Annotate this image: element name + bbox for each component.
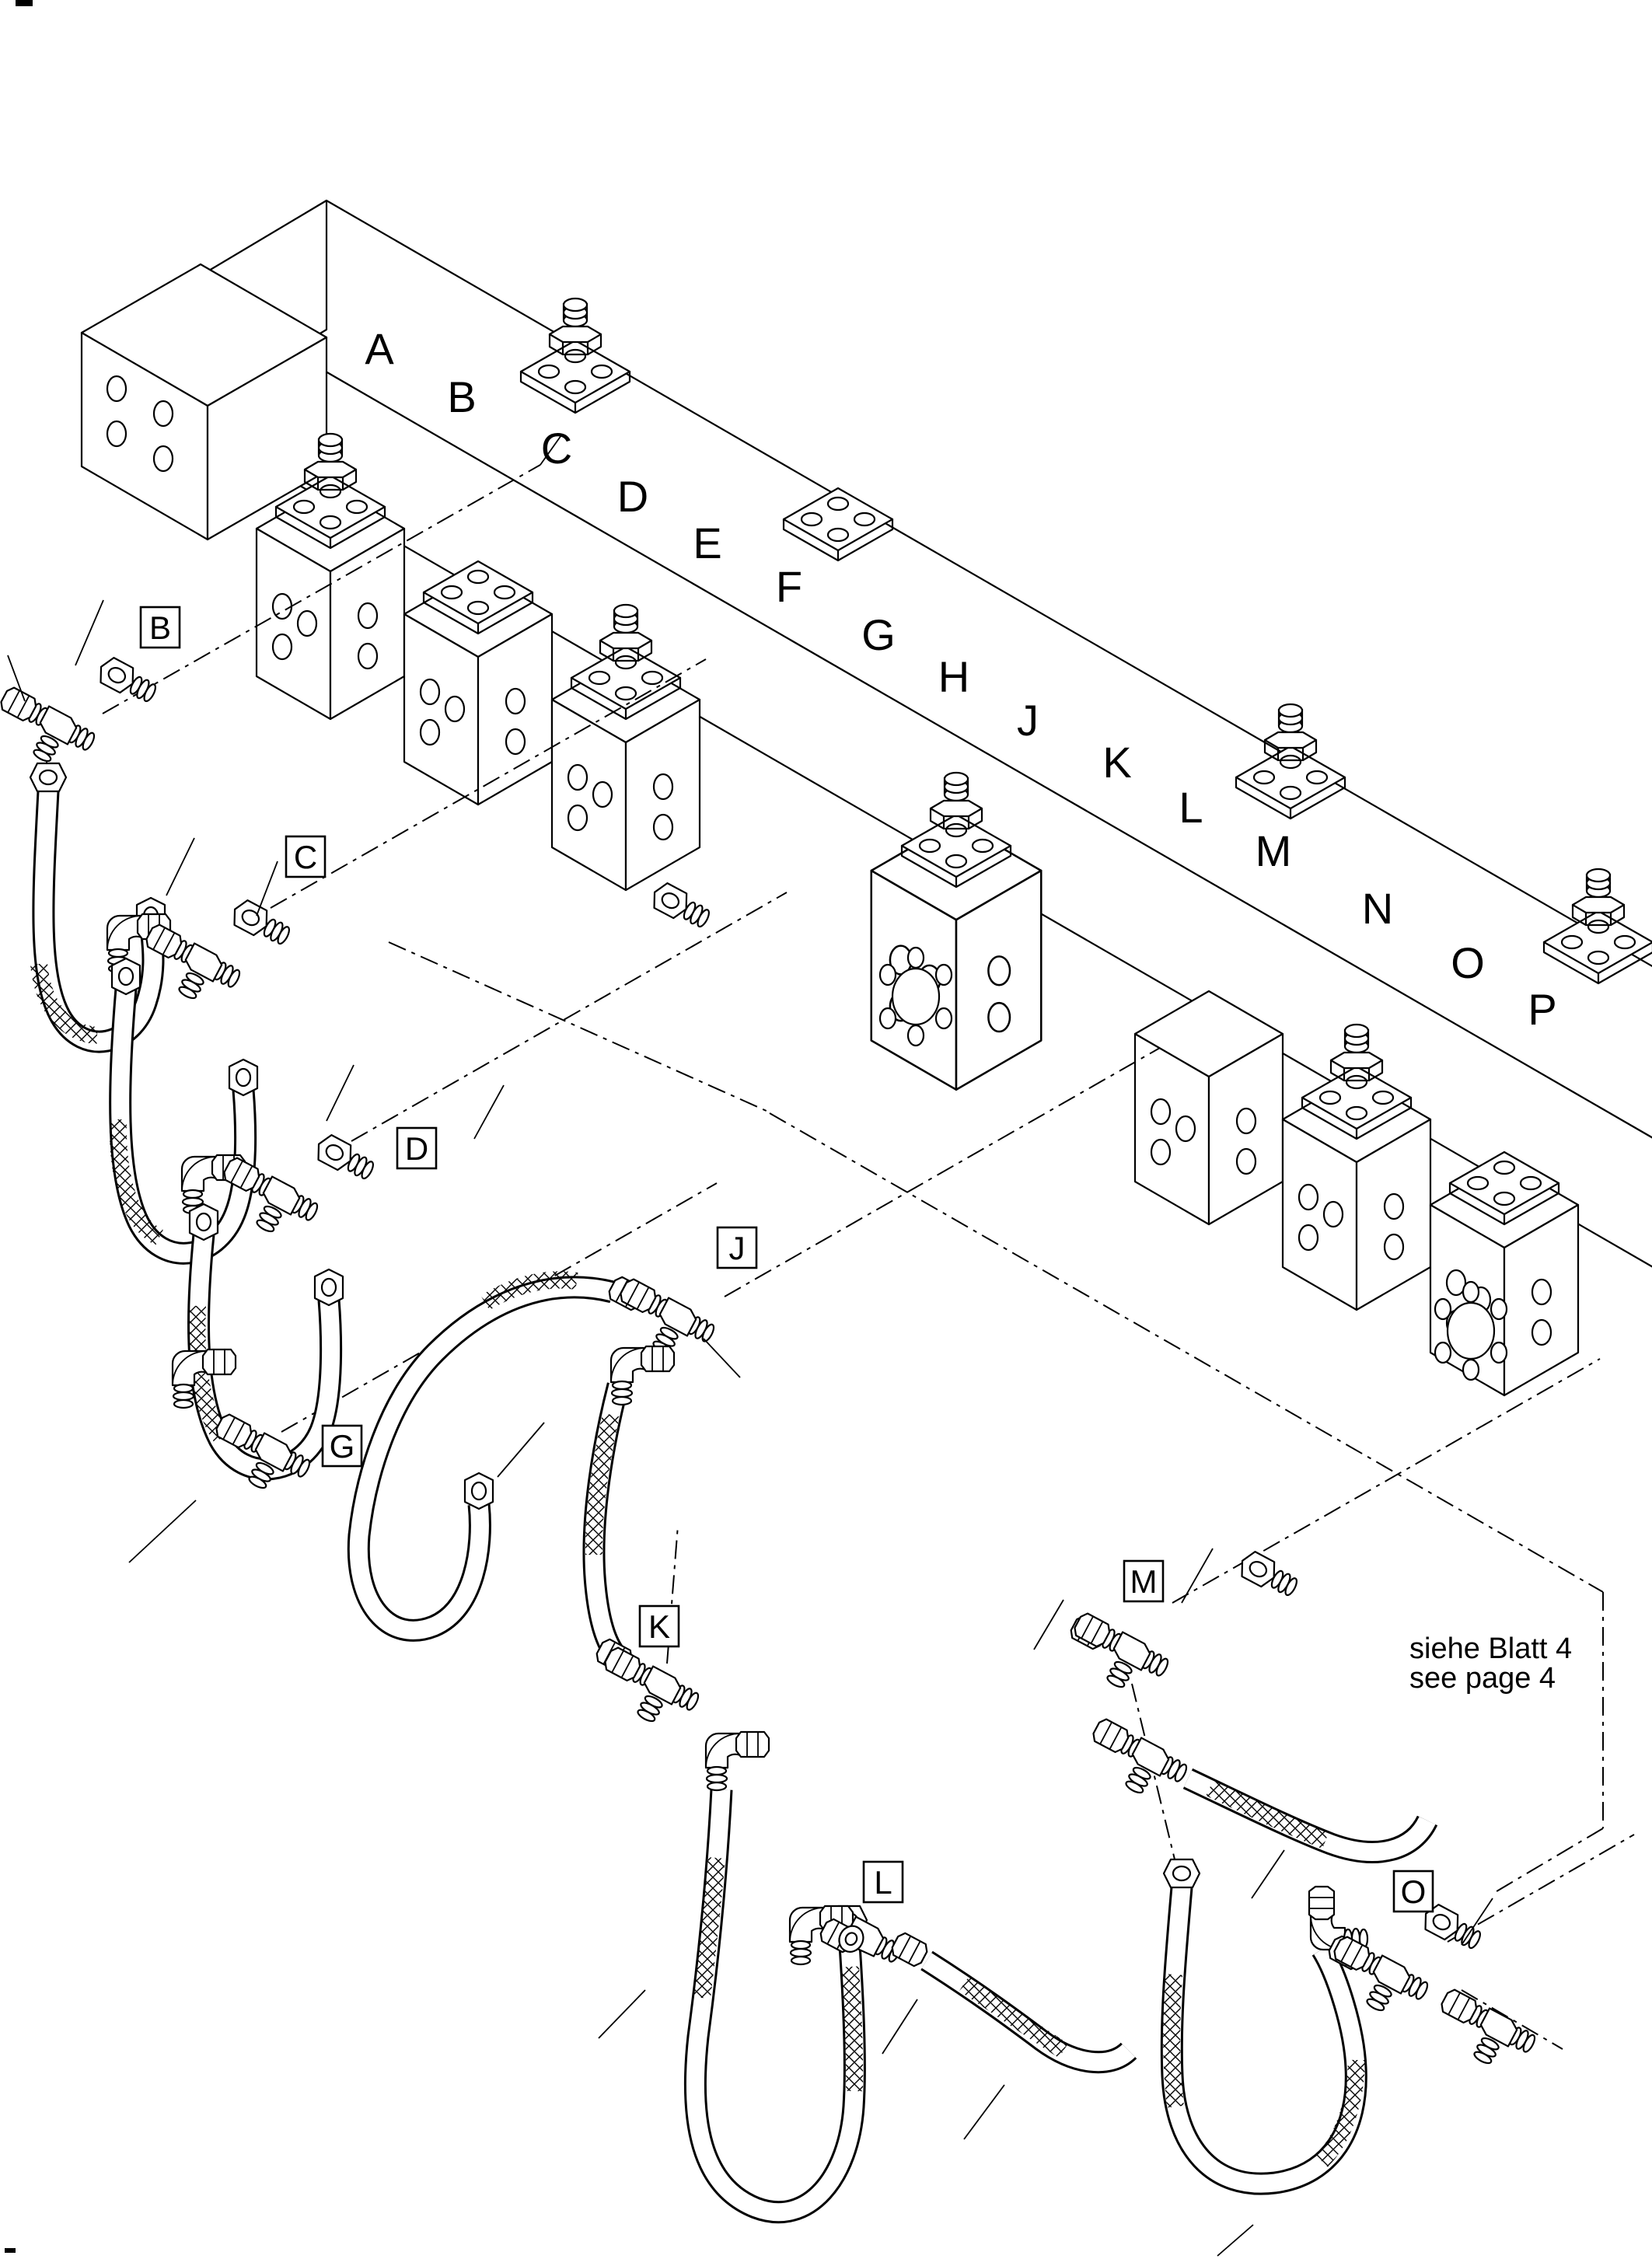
hex-nut	[30, 763, 66, 791]
valve-block	[1135, 991, 1283, 1224]
page-reference-note	[1409, 1632, 1572, 1695]
elbow-fitting	[611, 1346, 674, 1405]
straight-fitting	[1236, 1548, 1301, 1601]
hex-nut	[112, 958, 140, 994]
callout-j	[718, 1227, 756, 1268]
port-label-g: G	[861, 610, 896, 659]
port-label-b: B	[447, 372, 477, 421]
hydraulic-hose	[594, 1385, 620, 1660]
callout-c	[286, 836, 325, 877]
port-label-p: P	[1528, 985, 1557, 1034]
port-label-a: A	[365, 324, 394, 373]
hydraulic-hose	[927, 1960, 1129, 2062]
hex-nut	[229, 1060, 257, 1095]
port-label-d: D	[616, 472, 649, 521]
straight-fitting	[313, 1132, 378, 1184]
callout-d	[397, 1128, 436, 1168]
straight-fitting	[648, 880, 714, 932]
tee-fitting	[1078, 1717, 1190, 1808]
page-reference-line1: siehe Blatt 4	[1409, 1632, 1573, 1665]
port-label-o: O	[1451, 938, 1485, 987]
hex-nut	[315, 1269, 343, 1305]
callout-label-g: G	[329, 1428, 355, 1465]
callout-label-d: D	[404, 1130, 429, 1167]
tee-fitting	[590, 1646, 702, 1737]
tee-fitting	[1060, 1611, 1172, 1702]
port-label-j: J	[1017, 696, 1039, 745]
port-label-e: E	[693, 518, 722, 567]
crop-mark	[16, 0, 33, 6]
page-reference-line2: see page 4	[1409, 1662, 1556, 1695]
callout-label-c: C	[293, 839, 318, 875]
port-label-n: N	[1361, 884, 1394, 933]
hex-nut	[190, 1204, 218, 1240]
callout-label-m: M	[1130, 1563, 1158, 1600]
hex-nut	[1164, 1859, 1200, 1887]
elbow-fitting	[706, 1732, 769, 1790]
tee-fitting	[1427, 1988, 1538, 2079]
port-label-h: H	[938, 652, 970, 701]
port-label-c: C	[540, 424, 573, 473]
hydraulic-hose	[695, 1789, 854, 2212]
callout-b	[141, 607, 180, 648]
port-label-k: K	[1102, 738, 1132, 787]
callout-l	[864, 1862, 903, 1902]
callout-label-l: L	[874, 1864, 892, 1901]
port-label-f: F	[775, 562, 803, 611]
port-label-l: L	[1179, 783, 1203, 832]
hydraulic-hose	[1188, 1779, 1427, 1852]
callout-label-k: K	[648, 1608, 671, 1645]
callout-label-j: J	[728, 1230, 746, 1266]
hydraulic-hose	[358, 1280, 613, 1630]
callout-label-o: O	[1400, 1873, 1427, 1910]
callout-g	[323, 1426, 361, 1466]
callout-k	[640, 1606, 679, 1646]
crop-mark	[5, 2248, 16, 2253]
callout-m	[1124, 1561, 1163, 1601]
hex-nut	[465, 1473, 493, 1509]
hex-nut	[889, 1931, 930, 1968]
port-label-m: M	[1255, 826, 1292, 875]
callout-o	[1394, 1871, 1433, 1912]
callout-label-b: B	[148, 609, 172, 646]
